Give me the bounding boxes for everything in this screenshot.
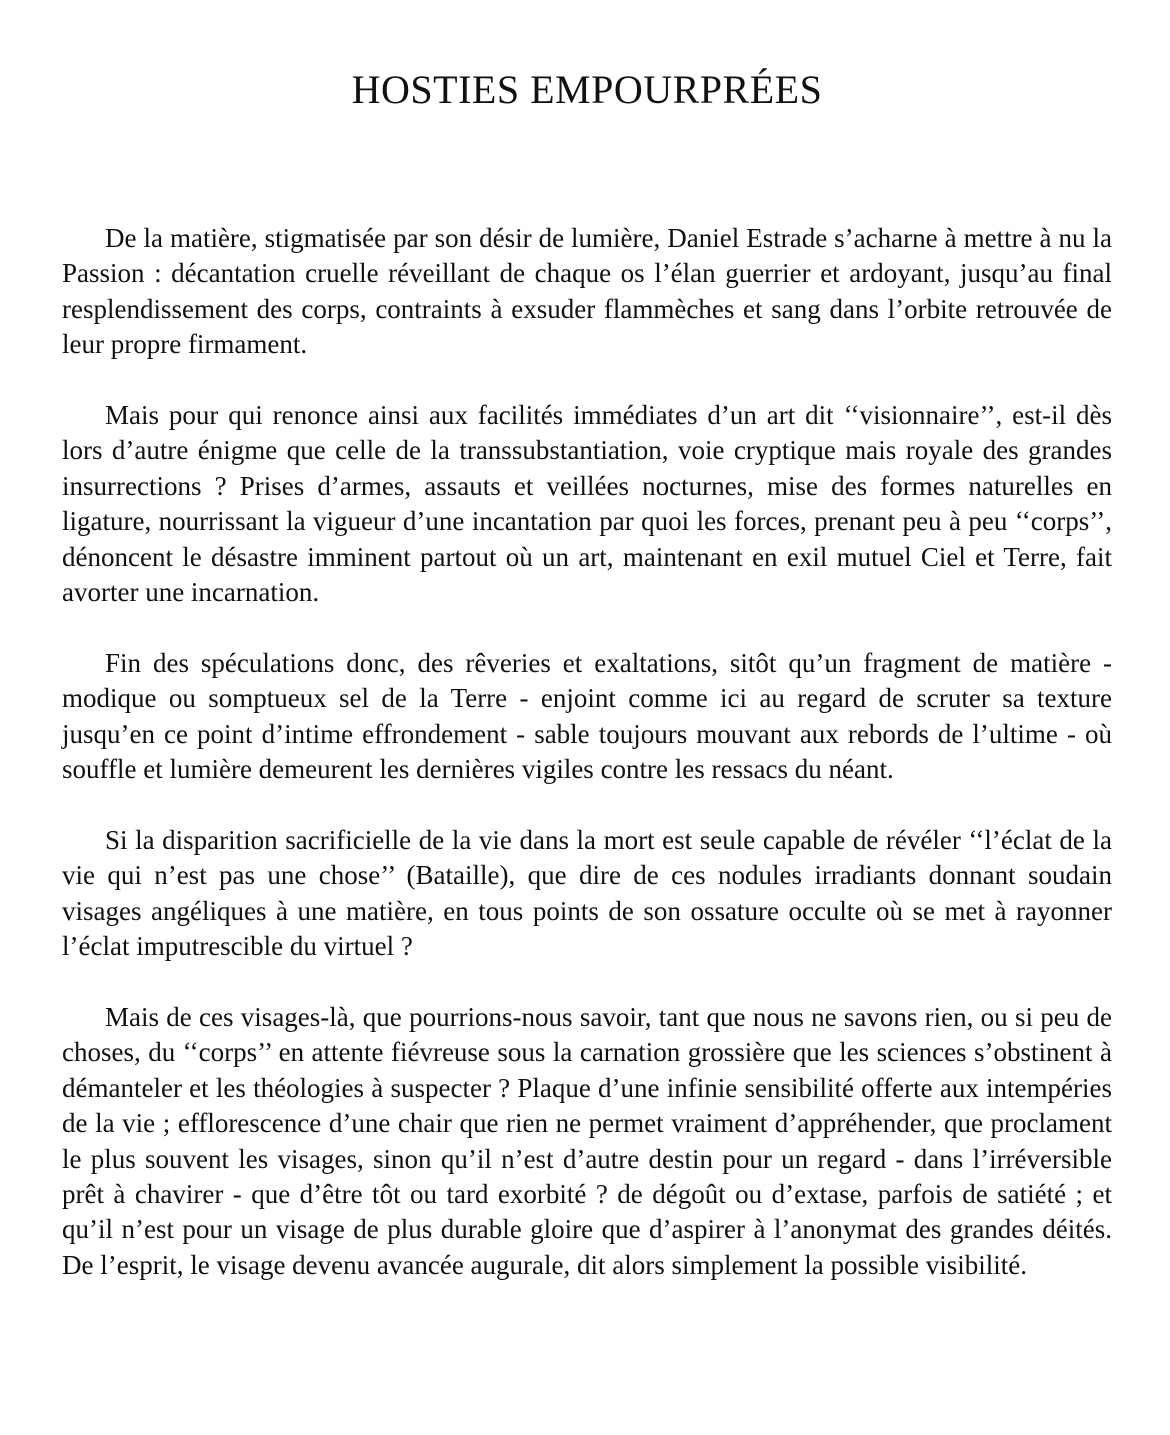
- paragraph-4: Si la disparition sacrificielle de la vie dans la mort est seule capable de révéler ‘‘l’éclat de la vie qui n’est pas une chose’’ (Bataille), que dire de ces nodules irradiants donnant soudain visages angéliques à une matière, en tous points de son ossature occulte où se met à rayonner l’éclat imputrescible du virtuel ?: [62, 824, 1112, 962]
- paragraph-2: Mais pour qui renonce ainsi aux facilités immédiates d’un art dit ‘‘visionnaire’’, est-il dès lors d’autre énigme que celle de la transsubstantiation, voie cryptique mais royale des grandes insurrections ? Prises d’armes, assauts et veillées nocturnes, mise des formes naturelles en ligature, nourrissant la vigueur d’une incantation par quoi les forces, prenant peu à peu ‘‘corps’’, dénoncent le désastre imminent partout où un art, maintenant en exil mutuel Ciel et Terre, fait avorter une incarnation.: [62, 400, 1112, 608]
- paragraph-5: Mais de ces visages-là, que pourrions-nous savoir, tant que nous ne savons rien, ou si peu de choses, du ‘‘corps’’ en attente fiévreuse sous la carnation grossière que les sciences s’obstinent à démanteler et les théologies à suspecter ? Plaque d’une infinie sensibilité offerte aux intempéries de la vie ; efflorescence d’une chair que rien ne permet vraiment d’appréhender, que proclament le plus souvent les visages, sinon qu’il n’est d’autre destin pour un regard - dans l’irréversible prêt à chavirer - que d’être tôt ou tard exorbité ? de dégoût ou d’extase, parfois de satiété ; et qu’il n’est pour un visage de plus durable gloire que d’aspirer à l’anonymat des grandes déités. De l’esprit, le visage devenu avancée augurale, dit alors simplement la possible visibilité.: [62, 1001, 1112, 1280]
- page-title: HOSTIES EMPOURPRÉES: [351, 67, 823, 112]
- paragraph-1: De la matière, stigmatisée par son désir de lumière, Daniel Estrade s’acharne à mettre à nu la Passion : décantation cruelle réveillant de chaque os l’élan guerrier et ardoyant, jusqu’au final resplendissement des corps, contraints à exsuder flammèches et sang dans l’orbite retrouvée de leur propre firmament.: [62, 223, 1112, 360]
- body-text: [62, 221, 1112, 1283]
- paragraph-3: Fin des spéculations donc, des rêveries et exaltations, sitôt qu’un fragment de matière - modique ou somptueux sel de la Terre - enjoint comme ici au regard de scruter sa texture jusqu’en ce point d’intime effrondement - sable toujours mouvant aux rebords de l’ultime - où souffle et lumière demeurent les dernières vigiles contre les ressacs du néant.: [62, 647, 1112, 785]
